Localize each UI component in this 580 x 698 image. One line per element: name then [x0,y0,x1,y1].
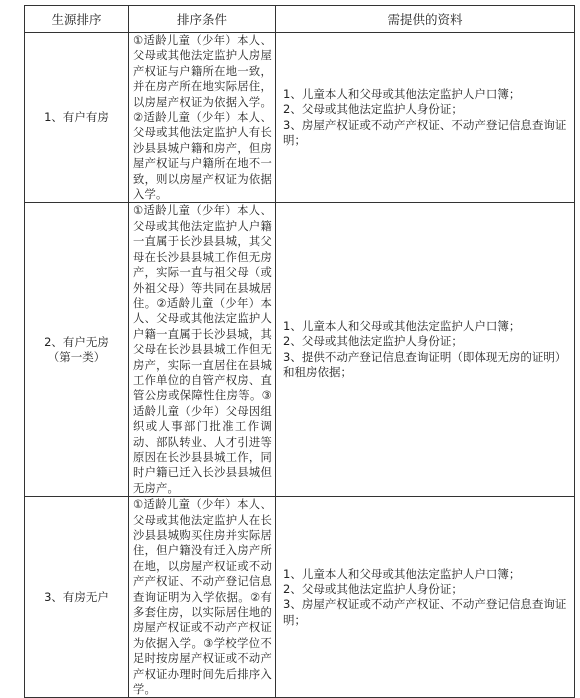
conditions-cell: ①适龄儿童（少年）本人、父母或其他法定监护人房屋产权证与户籍所在地一致，并在房产所在地实际居住，以房屋产权证为依据入学。②适龄儿童（少年）本人、父母或其他法定监护人有长沙县县城户籍和房产，但房屋产权证与户籍所在地不一致，则以房屋产权证为依据入学。 [129,33,276,203]
conditions-cell: ①适龄儿童（少年）本人、父母或其他法定监护人户籍一直属于长沙县县城，其父母在长沙县县城工作但无房产，实际一直与祖父母（或外祖父母）等共同在县城居住。②适龄儿童（少年）本人、父母或其他法定监护人户籍一直属于长沙县城，其父母在长沙县县城工作但无房产，实际一直居住在县城工作单位的自管产权房、直管公房或保障性住房等。③适龄儿童（少年）父母因组织或人事部门批准工作调动、部队转业、人才引进等原因在长沙县县城工作，同时户籍已迁入长沙县县城但无房产。 [129,203,276,497]
document-item: 2、父母或其他法定监护人身份证； [283,334,463,349]
header-conditions: 排序条件 [129,6,276,33]
admission-order-table [24,5,575,698]
document-item: 3、提供不动产登记信息查询证明（即体现无房的证明）和租房依据； [283,349,567,380]
header-documents: 需提供的资料 [276,6,575,33]
table-row [25,33,575,203]
order-cell [25,33,129,203]
documents-cell [276,203,575,497]
document-item: 2、父母或其他法定监护人身份证； [283,581,463,596]
conditions-cell: ①适龄儿童（少年）本人、父母或其他法定监护人在长沙县县城购买住房并实际居住，但户籍没有迁入房产所在地，以房屋产权证或不动产产权证、不动产登记信息查询证明为入学依据。②有多套住房，以实际居住地的房屋产权证或不动产产权证为依据入学。③学校学位不足时按房屋产权证或不动产产权证办理时间先后排序入学。 [129,497,276,698]
document-item: 1、儿童本人和父母或其他法定监护人户口簿； [283,319,521,334]
document-item: 3、房屋产权证或不动产产权证、不动产登记信息查询证明； [283,117,567,148]
documents-cell [276,497,575,698]
documents-cell [276,33,575,203]
header-order: 生源排序 [25,6,129,33]
document-item: 3、房屋产权证或不动产产权证、不动产登记信息查询证明； [283,597,567,627]
order-label: 2、有户无房 [44,334,109,349]
order-cell [25,497,129,698]
table-row [25,203,575,497]
document-item: 1、儿童本人和父母或其他法定监护人户口簿； [283,86,521,101]
order-sublabel: （第一类） [47,349,106,364]
admission-table-container [24,5,575,698]
order-cell [25,203,129,497]
table-row [25,497,575,698]
order-label: 1、有户有房 [44,110,109,125]
table-header-row [25,6,575,33]
document-item: 1、儿童本人和父母或其他法定监护人户口簿； [283,566,521,581]
order-label: 3、有房无户 [44,589,109,604]
document-item: 2、父母或其他法定监护人身份证； [283,102,463,117]
